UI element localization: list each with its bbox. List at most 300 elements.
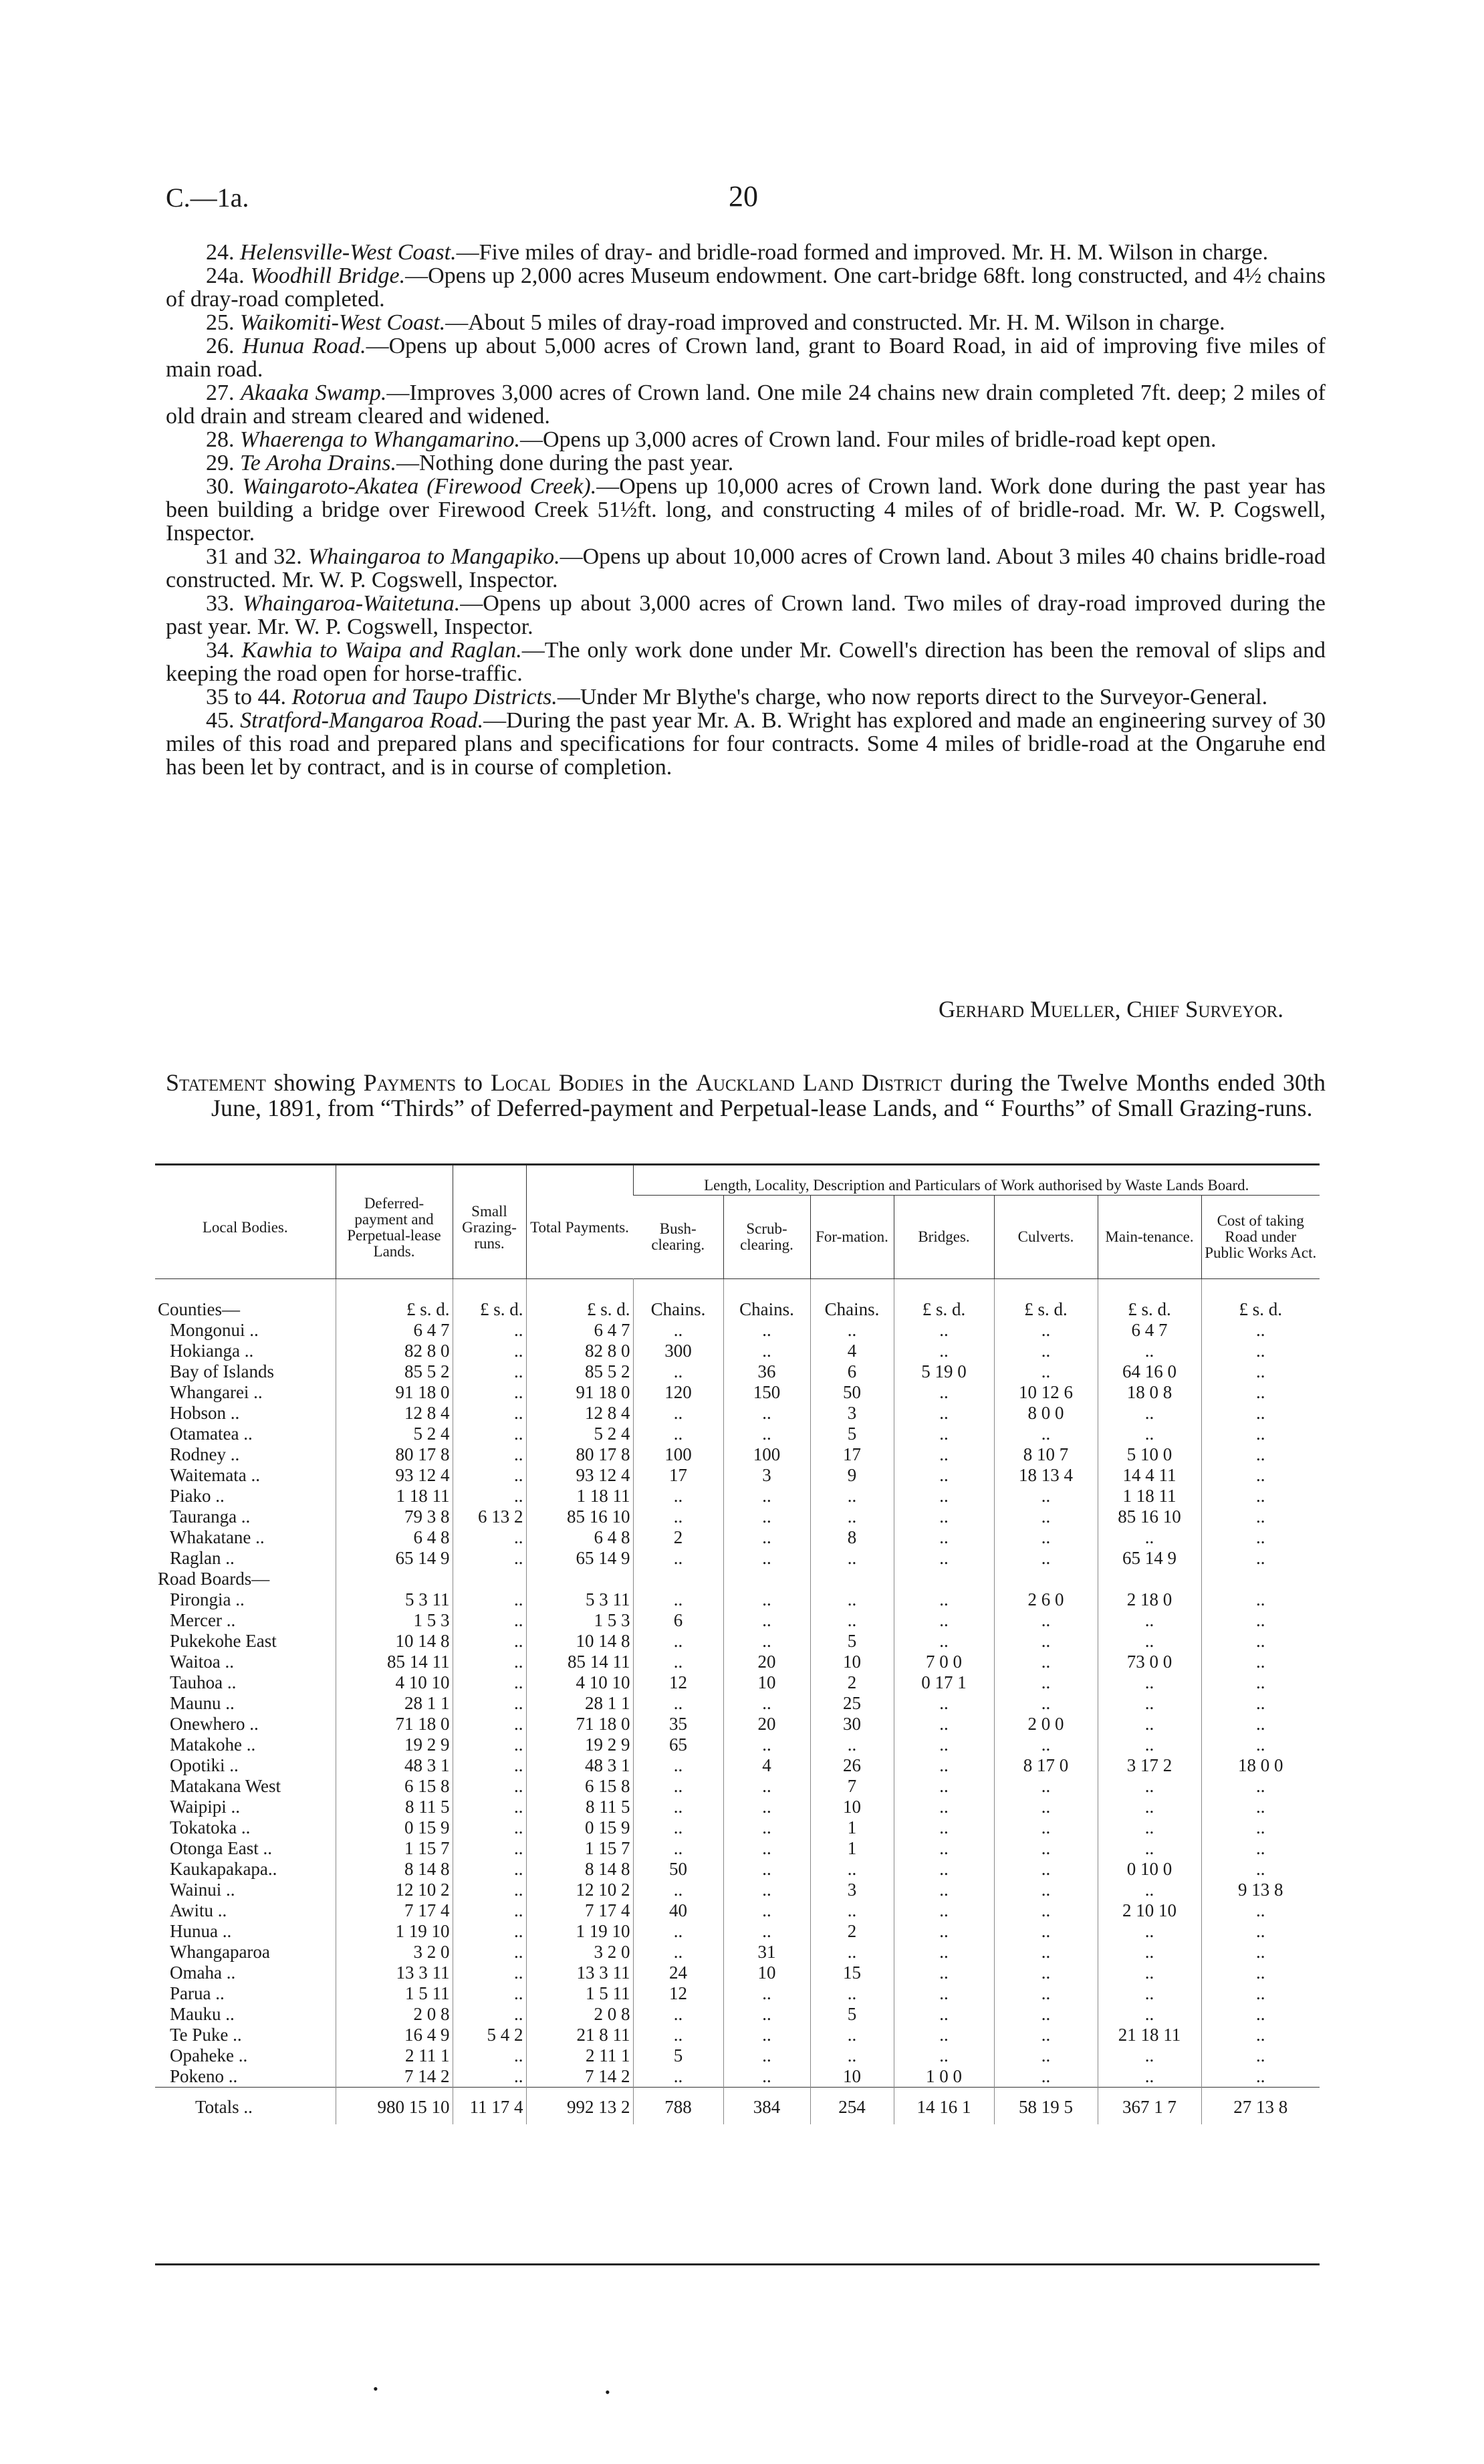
table-cell: .. bbox=[1098, 1672, 1201, 1693]
table-cell: .. bbox=[994, 1859, 1098, 1880]
table-cell: 71 18 0 bbox=[336, 1714, 453, 1734]
table-cell: 6 4 7 bbox=[336, 1320, 453, 1341]
paragraph bbox=[166, 241, 1326, 264]
table-cell: .. bbox=[723, 1506, 810, 1527]
table-cell: 35 bbox=[633, 1714, 723, 1734]
table-cell: .. bbox=[894, 1403, 994, 1424]
table-cell: .. bbox=[1201, 1817, 1320, 1838]
table-cell: .. bbox=[994, 1942, 1098, 1963]
table-cell: 58 19 5 bbox=[994, 2088, 1098, 2125]
table-cell: 50 bbox=[633, 1859, 723, 1880]
table-cell: .. bbox=[894, 1880, 994, 1900]
table-cell: .. bbox=[633, 1320, 723, 1341]
row-label: Waitoa .. bbox=[170, 1652, 235, 1672]
table-cell: 85 5 2 bbox=[526, 1361, 633, 1382]
table-cell: 300 bbox=[633, 1341, 723, 1361]
table-cell: .. bbox=[994, 1631, 1098, 1652]
table-cell: .. bbox=[453, 1341, 526, 1361]
table-cell: .. bbox=[453, 1983, 526, 2004]
table-row bbox=[155, 1963, 1320, 1983]
table-cell: 1 19 10 bbox=[336, 1921, 453, 1942]
paragraph bbox=[166, 264, 1326, 311]
table-cell: .. bbox=[1098, 1610, 1201, 1631]
table-cell: 6 4 7 bbox=[526, 1320, 633, 1341]
table-cell: .. bbox=[453, 1361, 526, 1382]
paragraph-text: —Nothing done during the past year. bbox=[396, 451, 734, 475]
table-cell: .. bbox=[633, 1797, 723, 1817]
empty-cell bbox=[810, 1569, 894, 1589]
table-cell: .. bbox=[1201, 1486, 1320, 1506]
table-cell: 1 5 11 bbox=[336, 1983, 453, 2004]
empty-cell bbox=[336, 1569, 453, 1589]
table-cell: 7 0 0 bbox=[894, 1652, 994, 1672]
table-cell: 8 0 0 bbox=[994, 1403, 1098, 1424]
table-cell: .. bbox=[894, 2004, 994, 2025]
table-cell: .. bbox=[994, 1797, 1098, 1817]
table-cell: .. bbox=[633, 1631, 723, 1652]
table-cell: .. bbox=[994, 1983, 1098, 2004]
table-cell: 5 4 2 bbox=[453, 2025, 526, 2045]
table-cell: 5 bbox=[633, 2045, 723, 2066]
group-label: Counties— bbox=[158, 1299, 241, 1319]
paragraph bbox=[166, 311, 1326, 334]
table-cell: .. bbox=[894, 2045, 994, 2066]
table-cell: 100 bbox=[633, 1444, 723, 1465]
table-row bbox=[155, 1755, 1320, 1776]
table-cell: 1 15 7 bbox=[526, 1838, 633, 1859]
paragraph-title: Rotorua and Taupo Districts. bbox=[291, 685, 558, 709]
table-cell: 48 3 1 bbox=[526, 1755, 633, 1776]
table-cell: .. bbox=[894, 2025, 994, 2045]
col-culverts: Culverts. bbox=[994, 1196, 1098, 1279]
table-row bbox=[155, 1672, 1320, 1693]
table-cell: .. bbox=[453, 2045, 526, 2066]
table-cell: .. bbox=[453, 1610, 526, 1631]
empty-cell bbox=[894, 1569, 994, 1589]
unit-label: £ s. d. bbox=[1201, 1279, 1320, 1321]
paragraph-text: —Opens up 3,000 acres of Crown land. Four miles of bridle-road kept open. bbox=[519, 427, 1217, 452]
row-label: Awitu .. bbox=[170, 1900, 227, 1920]
table-cell: 91 18 0 bbox=[526, 1382, 633, 1403]
table-cell: 7 17 4 bbox=[336, 1900, 453, 1921]
paragraph-number: 27. bbox=[206, 380, 235, 405]
table-cell: .. bbox=[994, 1320, 1098, 1341]
table-cell: .. bbox=[1201, 1527, 1320, 1548]
table-cell: .. bbox=[994, 1424, 1098, 1444]
table-cell: .. bbox=[1201, 2066, 1320, 2088]
row-label: Mongonui .. bbox=[170, 1320, 259, 1340]
table-cell: 6 15 8 bbox=[336, 1776, 453, 1797]
paragraph-text: —Improves 3,000 acres of Crown land. One mile 24 chains new drain completed 7ft. deep; 2 miles of old drain and stream cleared and widened. bbox=[166, 380, 1326, 429]
empty-cell bbox=[526, 1569, 633, 1589]
table-cell: 980 15 10 bbox=[336, 2088, 453, 2125]
table-cell: 120 bbox=[633, 1382, 723, 1403]
table-cell: .. bbox=[894, 1900, 994, 1921]
paragraph-title: Whaingaroa-Waitetuna. bbox=[243, 591, 461, 616]
table-cell: .. bbox=[1098, 1693, 1201, 1714]
table-cell: 10 bbox=[810, 1797, 894, 1817]
table-cell: 2 0 0 bbox=[994, 1714, 1098, 1734]
table-cell: 5 2 4 bbox=[336, 1424, 453, 1444]
table-cell: .. bbox=[810, 1983, 894, 2004]
table-cell: .. bbox=[1098, 1880, 1201, 1900]
table-cell: 7 17 4 bbox=[526, 1900, 633, 1921]
table-cell: 1 5 3 bbox=[526, 1610, 633, 1631]
table-cell: 0 10 0 bbox=[1098, 1859, 1201, 1880]
col-scrub: Scrub-clearing. bbox=[723, 1196, 810, 1279]
statement-word: Local Bodies bbox=[490, 1069, 624, 1096]
paragraph-number: 29. bbox=[206, 451, 235, 475]
table-cell: 28 1 1 bbox=[526, 1693, 633, 1714]
row-label: Rodney .. bbox=[170, 1444, 240, 1464]
empty-cell bbox=[1098, 1569, 1201, 1589]
table-cell: 0 15 9 bbox=[336, 1817, 453, 1838]
table-cell: .. bbox=[894, 1486, 994, 1506]
table-row bbox=[155, 2088, 1320, 2125]
table-cell: .. bbox=[1098, 1734, 1201, 1755]
table-cell: .. bbox=[1201, 1921, 1320, 1942]
table-cell: 7 14 2 bbox=[526, 2066, 633, 2088]
table-cell: 2 6 0 bbox=[994, 1589, 1098, 1610]
table-cell: .. bbox=[994, 2045, 1098, 2066]
table-cell: .. bbox=[453, 1734, 526, 1755]
table-cell: 8 bbox=[810, 1527, 894, 1548]
unit-label: £ s. d. bbox=[336, 1279, 453, 1321]
table-cell: .. bbox=[723, 1734, 810, 1755]
table-cell: 85 16 10 bbox=[1098, 1506, 1201, 1527]
table-cell: .. bbox=[810, 1548, 894, 1569]
table-cell: .. bbox=[894, 1817, 994, 1838]
table-cell: .. bbox=[1201, 1548, 1320, 1569]
table-cell: .. bbox=[1098, 2045, 1201, 2066]
empty-cell bbox=[723, 1569, 810, 1589]
table-cell: 36 bbox=[723, 1361, 810, 1382]
table-row bbox=[155, 1817, 1320, 1838]
table-cell: .. bbox=[453, 1548, 526, 1569]
table-cell: .. bbox=[453, 1589, 526, 1610]
paragraph bbox=[166, 451, 1326, 475]
table-cell: .. bbox=[994, 1486, 1098, 1506]
table-cell: 50 bbox=[810, 1382, 894, 1403]
table-cell: 11 17 4 bbox=[453, 2088, 526, 2125]
table-cell: .. bbox=[894, 1320, 994, 1341]
paragraph-title: Kawhia to Waipa and Raglan. bbox=[241, 638, 522, 663]
table-cell: 1 19 10 bbox=[526, 1921, 633, 1942]
table-row bbox=[155, 1983, 1320, 2004]
row-label: Wainui .. bbox=[170, 1880, 235, 1900]
table-cell: .. bbox=[894, 1548, 994, 1569]
row-label: Te Puke .. bbox=[170, 2025, 242, 2045]
table-cell: .. bbox=[1201, 1341, 1320, 1361]
table-cell: 10 14 8 bbox=[336, 1631, 453, 1652]
table-cell: .. bbox=[894, 1714, 994, 1734]
table-cell: .. bbox=[1201, 2025, 1320, 2045]
table-cell: .. bbox=[894, 1797, 994, 1817]
unit-label: Chains. bbox=[810, 1279, 894, 1321]
table-cell: 15 bbox=[810, 1963, 894, 1983]
row-label: Tokatoka .. bbox=[170, 1817, 251, 1837]
table-cell: .. bbox=[723, 1859, 810, 1880]
table-cell: .. bbox=[723, 1693, 810, 1714]
row-label: Bay of Islands bbox=[170, 1361, 274, 1381]
paragraph bbox=[166, 592, 1326, 639]
table-row bbox=[155, 1610, 1320, 1631]
table-cell: 12 8 4 bbox=[526, 1403, 633, 1424]
empty-cell bbox=[453, 1569, 526, 1589]
table-cell: 91 18 0 bbox=[336, 1382, 453, 1403]
table-cell: .. bbox=[723, 1548, 810, 1569]
table-cell: .. bbox=[1098, 1776, 1201, 1797]
table-cell: .. bbox=[1201, 1859, 1320, 1880]
table-cell: 1 18 11 bbox=[1098, 1486, 1201, 1506]
table-cell: 1 15 7 bbox=[336, 1838, 453, 1859]
table-cell: .. bbox=[453, 1672, 526, 1693]
unit-label: £ s. d. bbox=[453, 1279, 526, 1321]
table-cell: .. bbox=[1201, 1838, 1320, 1859]
table-row bbox=[155, 1900, 1320, 1921]
paragraph-number: 31 and 32. bbox=[206, 544, 302, 569]
table-cell: 1 18 11 bbox=[526, 1486, 633, 1506]
bottom-rule bbox=[155, 2263, 1320, 2265]
row-label: Whangarei .. bbox=[170, 1382, 263, 1402]
row-label: Hokianga .. bbox=[170, 1341, 254, 1361]
table-cell: 12 10 2 bbox=[526, 1880, 633, 1900]
table-cell: .. bbox=[723, 1776, 810, 1797]
table-cell: 5 2 4 bbox=[526, 1424, 633, 1444]
row-label: Opaheke .. bbox=[170, 2045, 248, 2065]
table-cell: .. bbox=[633, 1838, 723, 1859]
table-cell: .. bbox=[894, 1341, 994, 1361]
table-cell: .. bbox=[994, 1921, 1098, 1942]
table-cell: .. bbox=[453, 1320, 526, 1341]
table-cell: 20 bbox=[723, 1714, 810, 1734]
table-row bbox=[155, 2066, 1320, 2088]
table-cell: .. bbox=[453, 1797, 526, 1817]
table-cell: .. bbox=[633, 1921, 723, 1942]
table-cell: .. bbox=[453, 1942, 526, 1963]
table-cell: 8 10 7 bbox=[994, 1444, 1098, 1465]
table-cell: 27 13 8 bbox=[1201, 2088, 1320, 2125]
row-label: Otonga East .. bbox=[170, 1838, 272, 1858]
paragraph-number: 33. bbox=[206, 591, 235, 616]
table-cell: 85 14 11 bbox=[336, 1652, 453, 1672]
table-cell: .. bbox=[453, 1652, 526, 1672]
table-cell: 85 14 11 bbox=[526, 1652, 633, 1672]
table-cell: 10 bbox=[723, 1672, 810, 1693]
row-label: Waitemata .. bbox=[170, 1465, 261, 1485]
table-cell: 10 12 6 bbox=[994, 1382, 1098, 1403]
table-cell: .. bbox=[1201, 1631, 1320, 1652]
table-cell: .. bbox=[633, 1817, 723, 1838]
table-cell: .. bbox=[453, 2066, 526, 2088]
table-cell: 65 14 9 bbox=[526, 1548, 633, 1569]
table-cell: .. bbox=[453, 1776, 526, 1797]
col-deferred: Deferred-payment and Perpetual-lease Lands. bbox=[336, 1165, 453, 1279]
unit-label: £ s. d. bbox=[894, 1279, 994, 1321]
table-cell: 1 5 11 bbox=[526, 1983, 633, 2004]
table-cell: .. bbox=[1098, 1631, 1201, 1652]
payments-table bbox=[155, 1163, 1320, 2124]
col-local-bodies: Local Bodies. bbox=[202, 1218, 288, 1236]
unit-label: £ s. d. bbox=[526, 1279, 633, 1321]
row-label: Onewhero .. bbox=[170, 1714, 259, 1734]
row-label: Kaukapakapa.. bbox=[170, 1859, 277, 1879]
table-cell: 8 14 8 bbox=[336, 1859, 453, 1880]
table-cell: .. bbox=[1201, 1610, 1320, 1631]
table-cell: 3 bbox=[810, 1403, 894, 1424]
table-cell: .. bbox=[894, 1382, 994, 1403]
table-cell: .. bbox=[810, 1734, 894, 1755]
paragraph-number: 26. bbox=[206, 334, 235, 358]
table-cell: 5 bbox=[810, 1424, 894, 1444]
table-cell: 1 bbox=[810, 1817, 894, 1838]
table-cell: 85 5 2 bbox=[336, 1361, 453, 1382]
table-cell: .. bbox=[994, 1838, 1098, 1859]
table-row bbox=[155, 1693, 1320, 1714]
row-label: Mercer .. bbox=[170, 1610, 236, 1630]
table-cell: 19 2 9 bbox=[526, 1734, 633, 1755]
table-cell: .. bbox=[994, 1672, 1098, 1693]
row-label: Matakohe .. bbox=[170, 1734, 256, 1755]
row-label: Tauhoa .. bbox=[170, 1672, 237, 1692]
table-body bbox=[155, 1279, 1320, 2125]
table-cell: 3 17 2 bbox=[1098, 1755, 1201, 1776]
table-row bbox=[155, 1652, 1320, 1672]
table-cell: .. bbox=[453, 1714, 526, 1734]
table-cell: .. bbox=[1201, 1465, 1320, 1486]
row-label: Waipipi .. bbox=[170, 1797, 241, 1817]
table-cell: .. bbox=[810, 2025, 894, 2045]
table-cell: .. bbox=[1201, 1963, 1320, 1983]
unit-label: Chains. bbox=[633, 1279, 723, 1321]
table-row bbox=[155, 2025, 1320, 2045]
table-cell: 10 bbox=[810, 1652, 894, 1672]
table-cell: 19 2 9 bbox=[336, 1734, 453, 1755]
paragraph-text: —The only work done under Mr. Cowell's direction has been the removal of slips and keeping the road open for horse-traffic. bbox=[166, 638, 1326, 686]
table-cell: 21 18 11 bbox=[1098, 2025, 1201, 2045]
table-cell: .. bbox=[453, 1444, 526, 1465]
table-cell: .. bbox=[1201, 1403, 1320, 1424]
table-cell: 2 bbox=[810, 1921, 894, 1942]
table-cell: .. bbox=[810, 1320, 894, 1341]
table-cell: .. bbox=[453, 1755, 526, 1776]
table-cell: 8 17 0 bbox=[994, 1755, 1098, 1776]
table-cell: 1 5 3 bbox=[336, 1610, 453, 1631]
paragraph bbox=[166, 428, 1326, 451]
table-cell: .. bbox=[994, 1734, 1098, 1755]
table-cell: .. bbox=[723, 1838, 810, 1859]
paragraph-title: Hunua Road. bbox=[242, 334, 366, 358]
table-cell: 0 15 9 bbox=[526, 1817, 633, 1838]
table-cell: 367 1 7 bbox=[1098, 2088, 1201, 2125]
paragraph-title: Te Aroha Drains. bbox=[240, 451, 396, 475]
table-cell: .. bbox=[810, 1859, 894, 1880]
table-cell: .. bbox=[1201, 1424, 1320, 1444]
table-cell: 24 bbox=[633, 1963, 723, 1983]
table-cell: .. bbox=[633, 1361, 723, 1382]
table-cell: 5 10 0 bbox=[1098, 1444, 1201, 1465]
table-row bbox=[155, 1797, 1320, 1817]
row-label: Hobson .. bbox=[170, 1403, 240, 1423]
table-cell: 12 8 4 bbox=[336, 1403, 453, 1424]
paragraph bbox=[166, 334, 1326, 381]
table-row bbox=[155, 1921, 1320, 1942]
table-cell: .. bbox=[1201, 1693, 1320, 1714]
row-label: Pukekohe East bbox=[170, 1631, 277, 1651]
table-row bbox=[155, 1548, 1320, 1569]
table-cell: .. bbox=[810, 1900, 894, 1921]
table-cell: .. bbox=[810, 1610, 894, 1631]
table-row bbox=[155, 1527, 1320, 1548]
statement-word: Statement bbox=[166, 1069, 266, 1096]
table-cell: .. bbox=[453, 1921, 526, 1942]
table-cell: 6 13 2 bbox=[453, 1506, 526, 1527]
unit-label: Chains. bbox=[723, 1279, 810, 1321]
table-cell: .. bbox=[633, 1548, 723, 1569]
paragraph bbox=[166, 709, 1326, 779]
paragraph-title: Waikomiti-West Coast. bbox=[240, 310, 446, 335]
table-cell: .. bbox=[894, 1921, 994, 1942]
group-label-row bbox=[155, 1569, 1320, 1589]
paragraph-text: —Opens up 10,000 acres of Crown land. Work done during the past year has been building a bridge over Firewood Creek 51½ft. long, and constructing 4 miles of of bridle-road. Mr. W. P. Cogswell, Inspector. bbox=[166, 474, 1326, 546]
table-cell: .. bbox=[633, 1693, 723, 1714]
table-cell: .. bbox=[994, 2025, 1098, 2045]
row-label: Totals .. bbox=[155, 2088, 336, 2125]
empty-cell bbox=[994, 1569, 1098, 1589]
table-cell: .. bbox=[453, 1859, 526, 1880]
statement-text: in the bbox=[624, 1069, 696, 1096]
table-cell: 4 bbox=[810, 1341, 894, 1361]
table-cell: .. bbox=[723, 1610, 810, 1631]
table-cell: .. bbox=[894, 1776, 994, 1797]
table-cell: .. bbox=[894, 1838, 994, 1859]
table-cell: .. bbox=[894, 1963, 994, 1983]
table-cell: .. bbox=[894, 1942, 994, 1963]
row-label: Matakana West bbox=[170, 1776, 281, 1796]
table-cell: 82 8 0 bbox=[336, 1341, 453, 1361]
table-cell: .. bbox=[633, 1403, 723, 1424]
table-cell: .. bbox=[1201, 1983, 1320, 2004]
table-cell: .. bbox=[723, 1320, 810, 1341]
table-cell: .. bbox=[723, 1589, 810, 1610]
table-cell: 1 18 11 bbox=[336, 1486, 453, 1506]
paragraph-title: Woodhill Bridge. bbox=[250, 263, 406, 288]
table-cell: .. bbox=[994, 1610, 1098, 1631]
table-cell: .. bbox=[894, 1465, 994, 1486]
table-cell: .. bbox=[1098, 2004, 1201, 2025]
table-cell: .. bbox=[1098, 1942, 1201, 1963]
table-cell: .. bbox=[723, 2066, 810, 2088]
paragraph-text: —Opens up about 5,000 acres of Crown land, grant to Board Road, in aid of improving five miles of main road. bbox=[166, 334, 1326, 382]
report-paragraphs bbox=[166, 241, 1326, 779]
paragraph bbox=[166, 545, 1326, 592]
paragraph-text: —Five miles of dray- and bridle-road formed and improved. Mr. H. M. Wilson in charge. bbox=[456, 240, 1269, 265]
table-row bbox=[155, 1631, 1320, 1652]
table-row bbox=[155, 1859, 1320, 1880]
table-cell: .. bbox=[1201, 1672, 1320, 1693]
signature-title: , Chief Surveyor. bbox=[1114, 996, 1283, 1022]
table-cell: .. bbox=[1201, 1714, 1320, 1734]
table-cell: 6 bbox=[810, 1361, 894, 1382]
paragraph-number: 24a. bbox=[206, 263, 245, 288]
table-cell: .. bbox=[994, 1527, 1098, 1548]
table-cell: .. bbox=[994, 1963, 1098, 1983]
table-cell: .. bbox=[894, 1506, 994, 1527]
col-maintenance: Main-tenance. bbox=[1098, 1196, 1201, 1279]
statement-text: showing bbox=[265, 1069, 364, 1096]
table-cell: .. bbox=[1201, 1652, 1320, 1672]
table-row bbox=[155, 1589, 1320, 1610]
